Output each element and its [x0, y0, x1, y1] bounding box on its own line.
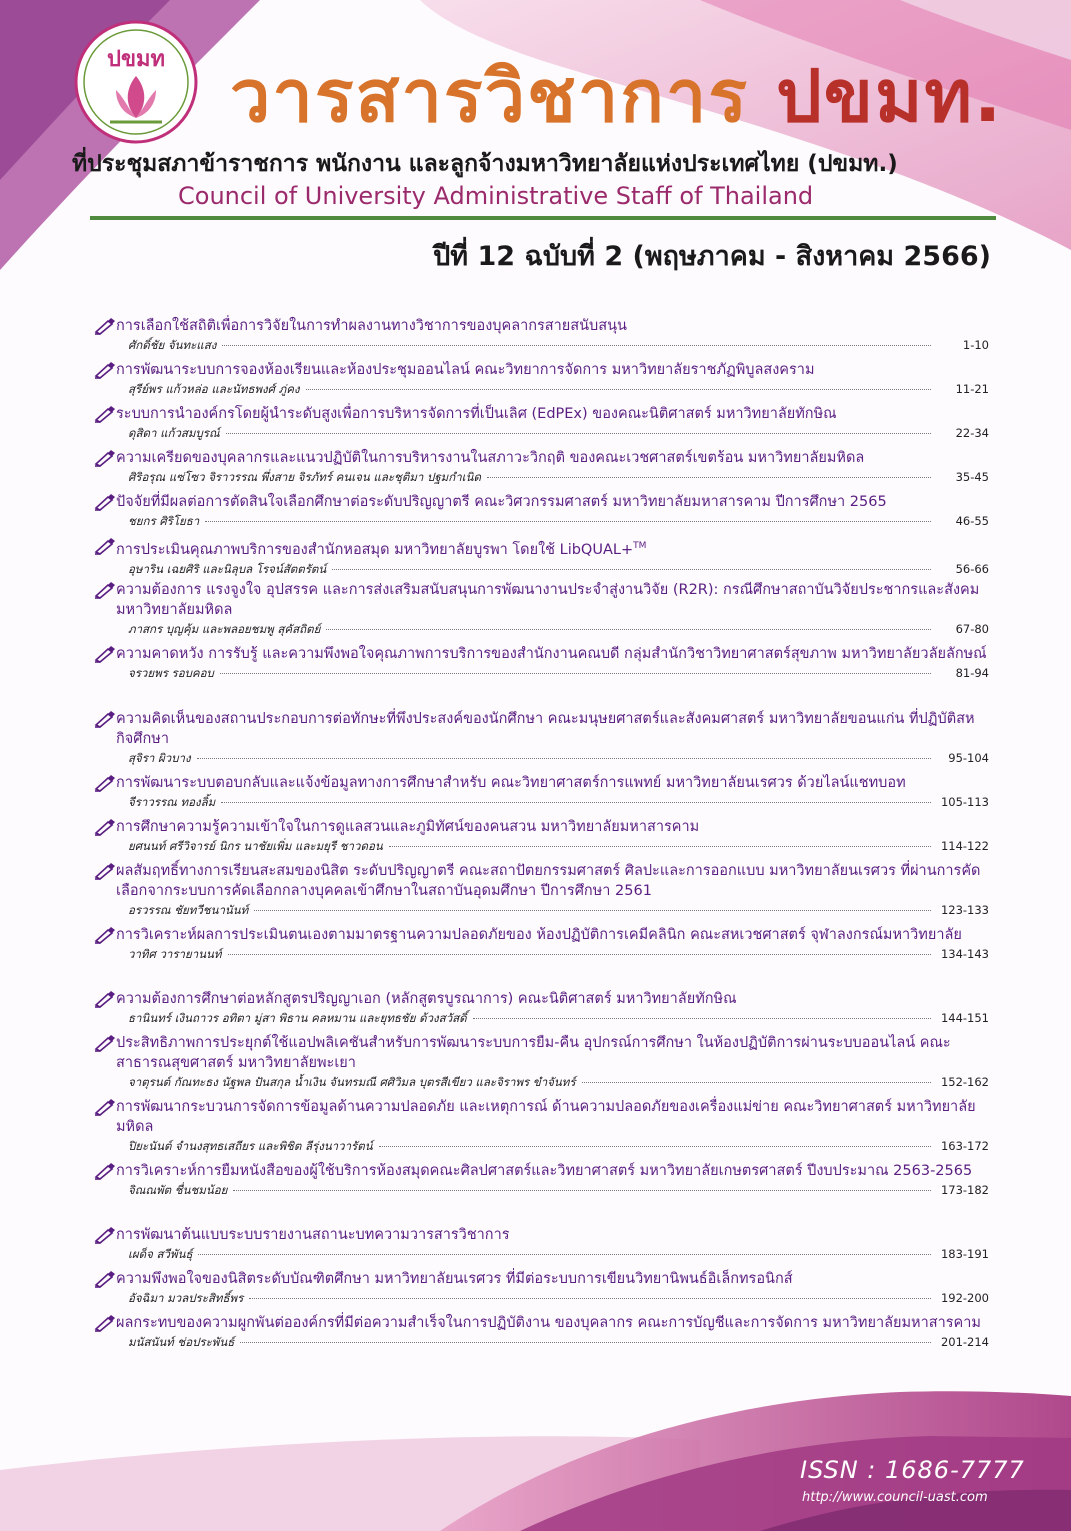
toc-entry-authors: สุจิรา ผิวบาง: [128, 751, 191, 765]
toc-entry[interactable]: [94, 817, 989, 855]
toc-entry[interactable]: [94, 1097, 989, 1155]
toc-entry-title: ความคาดหวัง การรับรู้ และความพึงพอใจคุณภาพการบริการของสำนักงานคณบดี กลุ่มสำนักวิชาวิทยาศาสตร์สุขภาพ มหาวิทยาลัยวลัยลักษณ์: [116, 646, 987, 662]
toc-entry-title: การวิเคราะห์การยืมหนังสือของผู้ใช้บริการห้องสมุดคณะศิลปศาสตร์และวิทยาศาสตร์ มหาวิทยาลัยเกษตรศาสตร์ ปีงบประมาณ 2563-2565: [116, 1163, 973, 1179]
toc-entry-pages: 173-182: [940, 1183, 989, 1197]
toc-entry-pages: 35-45: [955, 470, 989, 484]
toc-entry-authors: อุษาริน เฉยศิริ และนิลุบล โรจน์สัตตรัตน์: [128, 561, 327, 576]
toc-entry-authors: มนัสนันท์ ช่อประพันธ์: [128, 1335, 235, 1349]
pen-icon: [94, 317, 116, 335]
logo-text: ปขมท: [106, 47, 166, 72]
website-url[interactable]: http://www.council-uast.com: [802, 1490, 988, 1505]
toc-entry[interactable]: [94, 316, 989, 354]
council-name-thai: ที่ประชุมสภาข้าราชการ พนักงาน และลูกจ้างมหาวิทยาลัยแห่งประเทศไทย (ปขมท.): [72, 151, 898, 177]
toc-entry[interactable]: [94, 709, 989, 767]
pen-icon: [94, 1162, 116, 1180]
toc-entry-pages: 95-104: [948, 751, 989, 765]
council-name-english: Council of University Administrative Staff of Thailand: [178, 182, 814, 210]
pen-icon: [94, 1314, 116, 1332]
dot-leader: [389, 846, 931, 847]
toc-entry[interactable]: [94, 536, 989, 578]
journal-title: [230, 54, 1004, 138]
toc-entry-title: การประเมินคุณภาพบริการของสำนักหอสมุด มหาวิทยาลัยบูรพา โดยใช้ LibQUAL+™: [116, 541, 647, 558]
toc-entry-authors: อรวรรณ ชัยทวีชนานันท์: [128, 903, 249, 917]
toc-entry[interactable]: [94, 1313, 989, 1351]
dot-leader: [487, 477, 931, 478]
dot-leader: [228, 954, 932, 955]
pen-icon: [94, 581, 116, 599]
toc-entry-title: ผลกระทบของความผูกพันต่อองค์กรที่มีต่อความสำเร็จในการปฏิบัติงาน ของบุคลากร คณะการบัญชีและการจัดการ มหาวิทยาลัยมหาสารคาม: [116, 1315, 981, 1331]
dot-leader: [326, 629, 931, 630]
pen-icon: [94, 1270, 116, 1288]
toc-entry-title: การพัฒนาต้นแบบระบบรายงานสถานะบทความวารสารวิชาการ: [116, 1227, 510, 1243]
toc-entry-authors: จาตุรนต์ กัณทะธง นัฐพล ปันสกุล น้ำเงิน จันทรมณี ศศิวิมล บุตรสีเขียว และจิราพร ขำจันทร์: [128, 1075, 576, 1089]
toc-entry-title: การวิเคราะห์ผลการประเมินตนเองตามมาตรฐานความปลอดภัยของ ห้องปฏิบัติการเคมีคลินิก คณะสหเวชศาสตร์ จุฬาลงกรณ์มหาวิทยาลัย: [116, 927, 962, 943]
toc-entry[interactable]: [94, 989, 989, 1027]
journal-logo: [72, 18, 200, 146]
pen-icon: [94, 990, 116, 1008]
journal-title-main: วารสารวิชาการ: [230, 54, 749, 138]
toc-entry-pages: 152-162: [940, 1075, 989, 1089]
toc-entry-authors: ดุสิดา แก้วสมบูรณ์: [128, 426, 220, 440]
toc-entry[interactable]: [94, 644, 989, 682]
toc-entry[interactable]: [94, 861, 989, 919]
toc-entry[interactable]: [94, 1269, 989, 1307]
dot-leader: [222, 345, 931, 346]
dot-leader: [240, 1342, 931, 1343]
pen-icon: [94, 774, 116, 792]
toc-entry-pages: 46-55: [955, 514, 989, 528]
dot-leader: [306, 389, 931, 390]
toc-entry-authors: ธานินทร์ เงินถาวร อทิตา มู่สา พิธาน คลหมาน และยุทธชัย ด้วงสวัสดิ์: [128, 1011, 467, 1025]
toc-entry-authors: จีราวรรณ ทองลิ้ม: [128, 795, 216, 809]
toc-entry-title: การพัฒนาระบบการจองห้องเรียนและห้องประชุมออนไลน์ คณะวิทยาการจัดการ มหาวิทยาลัยราชภัฏพิบูลสงคราม: [116, 362, 815, 378]
toc-entry-title: การพัฒนาระบบตอบกลับและแจ้งข้อมูลทางการศึกษาสำหรับ คณะวิทยาศาสตร์การแพทย์ มหาวิทยาลัยนเรศวร ด้วยไลน์แชทบอท: [116, 775, 906, 791]
toc-entry[interactable]: [94, 925, 989, 963]
toc-entry-title: ผลสัมฤทธิ์ทางการเรียนสะสมของนิสิต ระดับปริญญาตรี คณะสถาปัตยกรรมศาสตร์ ศิลปะและการออกแบบ มหาวิทยาลัยนเรศวร ที่ผ่านการคัดเลือกจากระบบการคัดเลือกกลางบุคคลเข้าศึกษาในสถาบันอุดมศึกษา ปีการศึกษา 2561: [116, 863, 981, 899]
header-divider: [90, 216, 996, 220]
toc-entry-authors: ชยกร ศิริโยธา: [128, 514, 200, 528]
pen-icon: [94, 645, 116, 663]
pen-icon: [94, 405, 116, 423]
pen-icon: [94, 493, 116, 511]
toc-entry-pages: 192-200: [940, 1291, 989, 1305]
pen-icon: [94, 449, 116, 467]
dot-leader: [332, 569, 931, 570]
toc-entry-pages: 163-172: [940, 1139, 989, 1153]
dot-leader: [198, 1254, 931, 1255]
dot-leader: [226, 433, 931, 434]
toc-entry-authors: เผด็จ สวีพันธุ์: [128, 1247, 193, 1261]
toc-entry-authors: จิณณพัต ชื่นชมน้อย: [128, 1183, 228, 1197]
dot-leader: [249, 1298, 931, 1299]
pen-icon: [94, 1034, 116, 1052]
toc-entry-pages: 201-214: [940, 1335, 989, 1349]
toc-entry-title: ประสิทธิภาพการประยุกต์ใช้แอปพลิเคชันสำหรับการพัฒนาระบบการยืม-คืน อุปกรณ์การศึกษา ในห้องปฏิบัติการผ่านระบบออนไลน์ คณะสาธารณสุขศาสตร์ มหาวิทยาลัยพะเยา: [116, 1035, 951, 1071]
toc-entry-pages: 123-133: [940, 903, 989, 917]
dot-leader: [197, 758, 931, 759]
toc-entry-authors: สุรีย์พร แก้วหล่อ และนัทธพงศ์ ภู่คง: [128, 382, 300, 396]
toc-entry[interactable]: [94, 404, 989, 442]
dot-leader: [233, 1190, 931, 1191]
dot-leader: [221, 802, 931, 803]
toc-entry-title: ความคิดเห็นของสถานประกอบการต่อทักษะที่พึงประสงค์ของนักศึกษา คณะมนุษยศาสตร์และสังคมศาสตร์ มหาวิทยาลัยขอนแก่น ที่ปฏิบัติสหกิจศึกษา: [116, 711, 975, 747]
pen-icon: [94, 1098, 116, 1116]
toc-entry-title: ความต้องการศึกษาต่อหลักสูตรปริญญาเอก (หลักสูตรบูรณาการ) คณะนิติศาสตร์ มหาวิทยาลัยทักษิณ: [116, 991, 737, 1007]
dot-leader: [254, 910, 931, 911]
toc-entry[interactable]: [94, 1161, 989, 1199]
pen-icon: [94, 926, 116, 944]
toc-entry-title: ความเครียดของบุคลากรและแนวปฏิบัติในการบริหารงานในสภาวะวิกฤติ ของคณะเวชศาสตร์เขตร้อน มหาวิทยาลัยมหิดล: [116, 450, 865, 466]
toc-entry-authors: ปิยะนันต์ จำนงสุทธเสถียร และพิชิต ลีรุ่งนาวารัตน์: [128, 1139, 373, 1153]
toc-entry[interactable]: [94, 492, 989, 530]
toc-entry[interactable]: [94, 1225, 989, 1263]
toc-entry-authors: จรวยพร รอบคอบ: [128, 666, 214, 680]
pen-icon: [94, 710, 116, 728]
dot-leader: [473, 1018, 931, 1019]
dot-leader: [205, 521, 931, 522]
toc-entry-authors: ศิริอรุณ แซ่โซว จิราวรรณ พึ่งสาย จิรภัทร์ คนเจน และชุติมา ปฐมกำเนิด: [128, 470, 481, 484]
dot-leader: [220, 673, 931, 674]
dot-leader: [582, 1082, 931, 1083]
pen-icon: [94, 537, 116, 555]
journal-title-abbr: ปขมท.: [776, 54, 1004, 138]
dot-leader: [379, 1146, 931, 1147]
toc-entry-title: การศึกษาความรู้ความเข้าใจในการดูแลสวนและภูมิทัศน์ของคนสวน มหาวิทยาลัยมหาสารคาม: [116, 819, 700, 835]
issn-number: ISSN : 1686-7777: [800, 1456, 1025, 1484]
toc-entry-pages: 114-122: [940, 839, 989, 853]
toc-entry-pages: 144-151: [940, 1011, 989, 1025]
toc-entry-authors: วาทิศ วารายานนท์: [128, 947, 222, 961]
pen-icon: [94, 1226, 116, 1244]
toc-entry-title: ความต้องการ แรงจูงใจ อุปสรรค และการส่งเสริมสนับสนุนการพัฒนางานประจำสู่งานวิจัย (R2R): กรณีศึกษาสถาบันวิจัยประชากรและสังคม มหาวิทยาลัยมหิดล: [116, 582, 980, 618]
toc-entry-pages: 105-113: [940, 795, 989, 809]
pen-icon: [94, 361, 116, 379]
toc-entry-pages: 56-66: [955, 561, 989, 576]
toc-entry-title-superscript: TM: [633, 541, 647, 551]
toc-entry[interactable]: [94, 773, 989, 811]
toc-entry-pages: 183-191: [940, 1247, 989, 1261]
toc-entry-authors: ยศนนท์ ศรีวิจารย์ นิกร นาชัยเพิ่ม และมยุรี ชาวดอน: [128, 839, 383, 853]
toc-entry[interactable]: [94, 360, 989, 398]
pen-icon: [94, 818, 116, 836]
toc-entry-title: การเลือกใช้สถิติเพื่อการวิจัยในการทำผลงานทางวิชาการของบุคลากรสายสนับสนุน: [116, 318, 627, 334]
toc-entry[interactable]: [94, 1033, 989, 1091]
pen-icon: [94, 862, 116, 880]
toc-entry-pages: 1-10: [962, 338, 989, 352]
toc-entry-authors: ภาสกร บุญคุ้ม และพลอยชมพู สุคัสถิตย์: [128, 622, 321, 636]
toc-entry-authors: ศักดิ์ชัย จันทะแสง: [128, 338, 217, 352]
toc-entry-pages: 22-34: [955, 426, 989, 440]
toc-entry-title: การพัฒนากระบวนการจัดการข้อมูลด้านความปลอดภัย และเหตุการณ์ ด้านความปลอดภัยของเครื่องแม่ข่าย คณะวิทยาศาสตร์ มหาวิทยาลัยมหิดล: [116, 1099, 976, 1135]
toc-entry-authors: อัจฉิมา มวลประสิทธิ์พร: [128, 1291, 244, 1305]
toc-entry-title: ความพึงพอใจของนิสิตระดับบัณฑิตศึกษา มหาวิทยาลัยนเรศวร ที่มีต่อระบบการเขียนวิทยานิพนธ์อิเล็กทรอนิกส์: [116, 1271, 793, 1287]
toc-entry-pages: 81-94: [955, 666, 989, 680]
toc-entry-title: ระบบการนำองค์กรโดยผู้นำระดับสูงเพื่อการบริหารจัดการที่เป็นเลิศ (EdPEx) ของคณะนิติศาสตร์ มหาวิทยาลัยทักษิณ: [116, 406, 837, 422]
issue-info: ปีที่ 12 ฉบับที่ 2 (พฤษภาคม - สิงหาคม 2566): [433, 241, 991, 272]
toc-entry[interactable]: [94, 580, 989, 638]
toc-entry-pages: 11-21: [955, 382, 989, 396]
toc-entry-title: ปัจจัยที่มีผลต่อการตัดสินใจเลือกศึกษาต่อระดับปริญญาตรี คณะวิศวกรรมศาสตร์ มหาวิทยาลัยมหาสารคาม ปีการศึกษา 2565: [116, 494, 887, 510]
toc-entry[interactable]: [94, 448, 989, 486]
toc-entry-pages: 134-143: [940, 947, 989, 961]
toc-entry-pages: 67-80: [955, 622, 989, 636]
